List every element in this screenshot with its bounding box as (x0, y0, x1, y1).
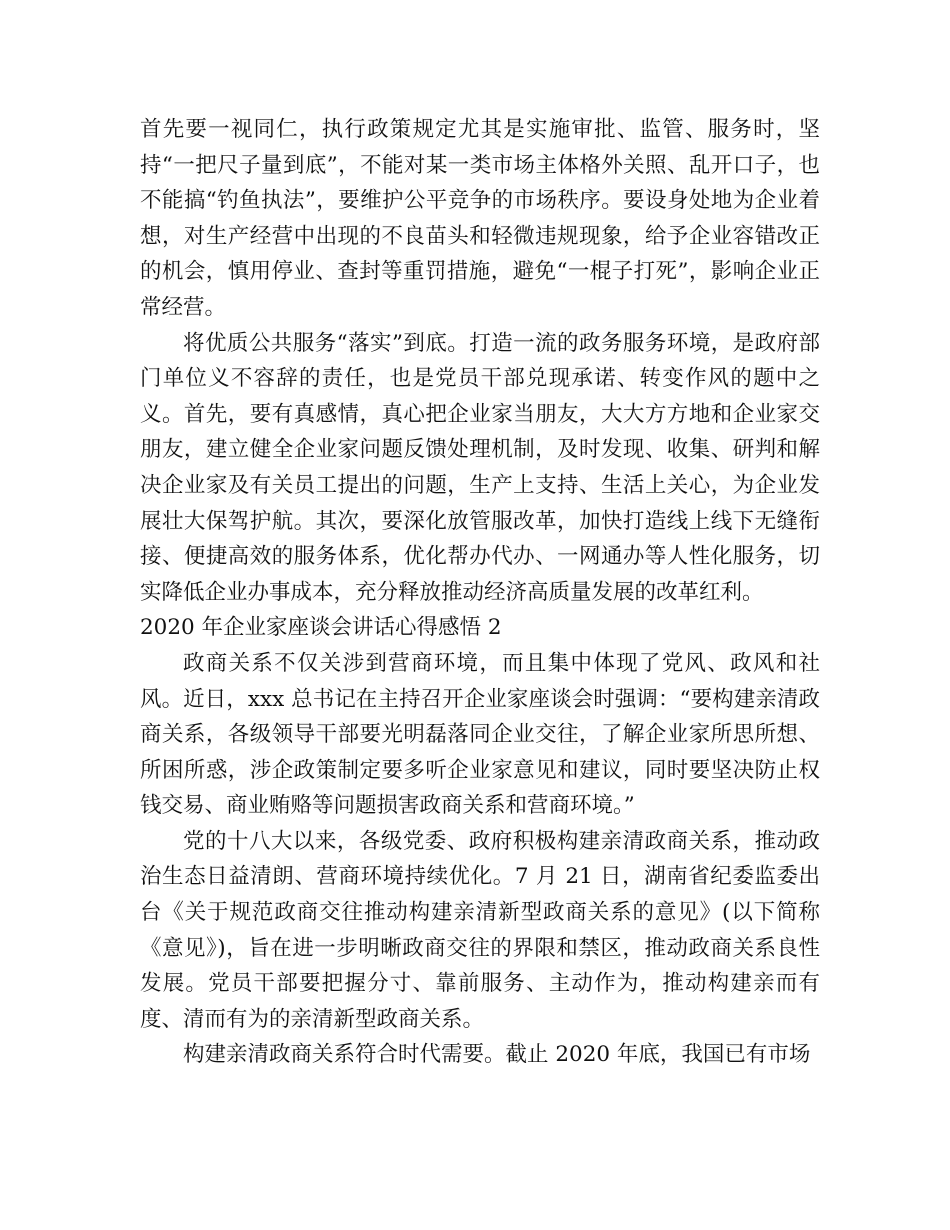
paragraph-times-need: 构建亲清政商关系符合时代需要。截止 2020 年底，我国已有市场 (183, 1042, 811, 1068)
section-heading: 2020 年企业家座谈会讲话心得感悟 2 (140, 615, 502, 641)
paragraph-government-business-relations: 政商关系不仅关涉到营商环境，而且集中体现了党风、政风和社风。近日，xxx 总书记在主持召开企业家座谈会时强调：“要构建亲清政商关系，各级领导干部要光明磊落同企业交往，了解企业家所思所想、所困所惑，涉企政策制定要多听企业家意见和建议，同时要坚决防止权钱交易、商业贿赂等问题损害政商关系和营商环境。” (140, 650, 820, 819)
paragraph-continuation: 首先要一视同仁，执行政策规定尤其是实施审批、监管、服务时，坚持“一把尺子量到底”，不能对某一类市场主体格外关照、乱开口子，也不能搞“钓鱼执法”，要维护公平竞争的市场秩序。要设身处地为企业着想，对生产经营中出现的不良苗头和轻微违规现象，给予企业容错改正的机会，慎用停业、查封等重罚措施，避免“一棍子打死”，影响企业正常经营。 (140, 117, 820, 320)
paragraph-public-service: 将优质公共服务“落实”到底。打造一流的政务服务环境，是政府部门单位义不容辞的责任，也是党员干部兑现承诺、转变作风的题中之义。首先，要有真感情，真心把企业家当朋友，大大方方地和企业家交朋友，建立健全企业家问题反馈处理机制，及时发现、收集、研判和解决企业家及有关员工提出的问题，生产上支持、生活上关心，为企业发展壮大保驾护航。其次，要深化放管服改革，加快打造线上线下无缝衔接、便捷高效的服务体系，优化帮办代办、一网通办等人性化服务，切实降低企业办事成本，充分释放推动经济高质量发展的改革红利。 (140, 330, 820, 605)
paragraph-party-congress: 党的十八大以来，各级党委、政府积极构建亲清政商关系，推动政治生态日益清朗、营商环境持续优化。7 月 21 日，湖南省纪委监委出台《关于规范政商交往推动构建亲清新型政商关系的意见》(以下简称《意见》)，旨在进一步明晰政商交往的界限和禁区，推动政商关系良性发展。党员干部要把握分寸、靠前服务、主动作为，推动构建亲而有度、清而有为的亲清新型政商关系。 (140, 828, 820, 1032)
document-body (140, 112, 820, 1073)
